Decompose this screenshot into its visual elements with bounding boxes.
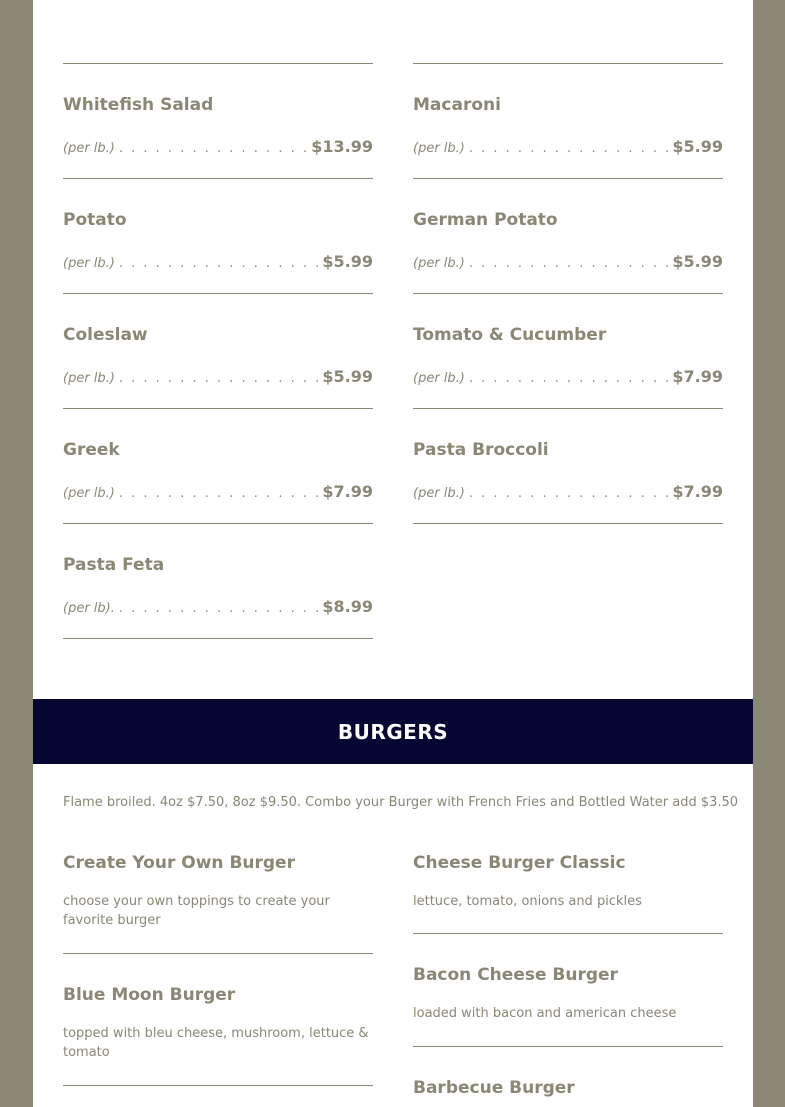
dot-leader (115, 371, 323, 386)
burgers-section-header (33, 699, 753, 764)
price-line (63, 597, 373, 619)
item-description: lettuce, tomato, onions and pickles (413, 894, 642, 909)
price-line (413, 367, 723, 389)
dot-leader (465, 141, 673, 156)
item-name: Cheese Burger Classic (413, 853, 626, 873)
unit-label: (per lb.) (63, 371, 115, 386)
salad-item (63, 440, 373, 555)
menu-item (63, 985, 373, 1062)
item-divider (413, 523, 723, 524)
salad-item (63, 325, 373, 440)
item-description: choose your own toppings to create your favorite burger (63, 894, 330, 928)
price-line (63, 367, 373, 389)
section-title: BURGERS (337, 719, 449, 744)
item-name: German Potato (413, 210, 558, 230)
item-description: loaded with bacon and american cheese (413, 1006, 677, 1021)
dot-leader (465, 256, 673, 271)
dot-leader (115, 486, 323, 501)
salad-item (63, 210, 373, 325)
item-name: Potato (63, 210, 127, 230)
item-divider (63, 293, 373, 294)
item-name: Coleslaw (63, 325, 148, 345)
item-name: Greek (63, 440, 120, 460)
salad-item (63, 555, 373, 670)
price: $7.99 (672, 367, 723, 386)
dot-leader (115, 256, 323, 271)
unit-label: (per lb.) (63, 486, 115, 501)
item-divider (413, 293, 723, 294)
salad-item (413, 210, 723, 325)
price: $5.99 (322, 252, 373, 271)
item-name: Whitefish Salad (63, 95, 214, 115)
item-divider (413, 1046, 723, 1047)
price: $5.99 (322, 367, 373, 386)
menu-item (413, 853, 723, 911)
unit-label: (per lb.) (413, 486, 465, 501)
item-name: Macaroni (413, 95, 501, 115)
item-name: Barbecue Burger (413, 1078, 575, 1098)
price: $7.99 (322, 482, 373, 501)
price-line (63, 252, 373, 274)
unit-label: (per lb.) (63, 256, 115, 271)
unit-label: (per lb.) (413, 371, 465, 386)
salad-item (413, 325, 723, 440)
price-line (413, 482, 723, 504)
item-name: Blue Moon Burger (63, 985, 236, 1005)
price-line (413, 137, 723, 159)
menu-item (413, 965, 723, 1023)
dot-leader (465, 371, 673, 386)
item-divider (63, 638, 373, 639)
menu-item (413, 1078, 723, 1098)
item-description: topped with bleu cheese, mushroom, lettuce & tomato (63, 1026, 369, 1060)
price: $13.99 (311, 137, 373, 156)
item-name: Pasta Feta (63, 555, 165, 575)
price-line (63, 137, 373, 159)
item-divider (413, 178, 723, 179)
price: $5.99 (672, 252, 723, 271)
item-name: Create Your Own Burger (63, 853, 295, 873)
dot-leader (115, 141, 311, 156)
item-divider (63, 408, 373, 409)
dot-leader (115, 601, 323, 616)
menu-item (63, 853, 373, 930)
item-divider (63, 178, 373, 179)
salad-item (413, 95, 723, 210)
price: $8.99 (322, 597, 373, 616)
item-divider (413, 408, 723, 409)
price: $7.99 (672, 482, 723, 501)
unit-label: (per lb.) (413, 141, 465, 156)
item-divider (63, 1085, 373, 1086)
price-line (63, 482, 373, 504)
item-divider (63, 523, 373, 524)
price: $5.99 (672, 137, 723, 156)
section-intro: Flame broiled. 4oz $7.50, 8oz $9.50. Combo your Burger with French Fries and Bottled Water add $3.50 (63, 795, 739, 810)
item-divider (413, 933, 723, 934)
unit-label: (per lb). (63, 601, 115, 616)
item-divider (63, 953, 373, 954)
unit-label: (per lb.) (413, 256, 465, 271)
dot-leader (465, 486, 673, 501)
salad-item (63, 95, 373, 210)
item-divider (63, 63, 373, 64)
item-name: Pasta Broccoli (413, 440, 549, 460)
item-name: Bacon Cheese Burger (413, 965, 618, 985)
item-divider (413, 63, 723, 64)
salad-item (413, 440, 723, 555)
unit-label: (per lb.) (63, 141, 115, 156)
menu-page (33, 0, 753, 1107)
item-name: Tomato & Cucumber (413, 325, 607, 345)
price-line (413, 252, 723, 274)
